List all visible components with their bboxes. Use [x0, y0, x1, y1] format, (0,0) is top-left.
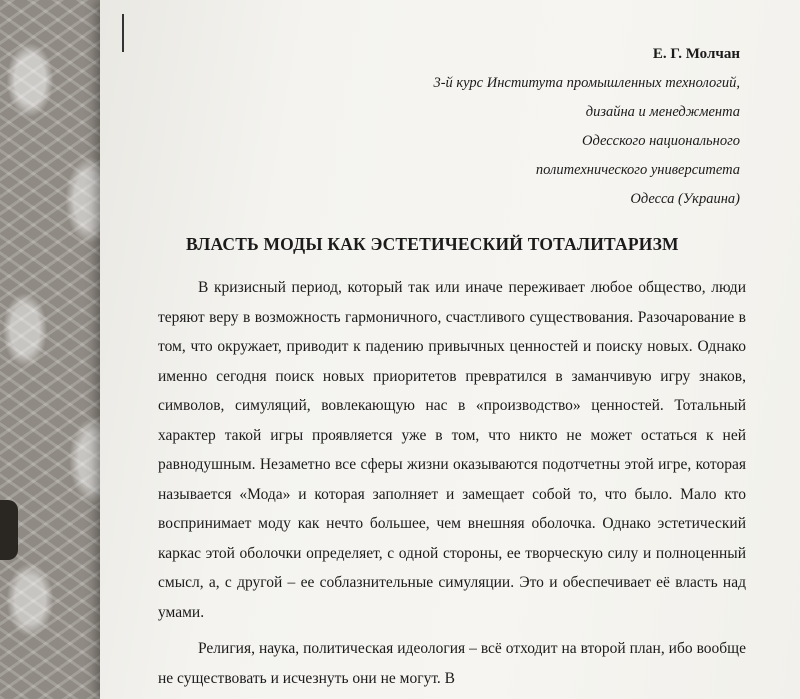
body-paragraph: Религия, наука, политическая идеология – всё отходит на второй план, ибо вообще не существовать и исчезнуть они не могут. В [158, 640, 746, 687]
article-body [158, 273, 746, 693]
author-name: Е. Г. Молчан [652, 46, 740, 62]
body-paragraph: В кризисный период, который так или иначе переживает любое общество, люди теряют веру в возможность гармоничного, счастливого существования. Разочарование в том, что окружает, приводит к падению привычных ценностей и поиску новых. Однако именно сегодня поиск новых приоритетов превратился в заманчивую игру знаков, символов, симуляций, вовлекающую нас в «производство» ценностей. Тотальный характер такой игры проявляется уже в том, что никто не может остаться к ней равнодушным. Незаметно все сферы жизни оказываются подотчетны этой игре, которая называется «Мода» и которая заполняет и замещает собой то, что было. Мало кто воспринимает моду как нечто большее, чем внешняя оболочка. Однако эстетический каркас этой оболочки определяет, с одной стороны, ее творческую силу и полноценный смысл, а, с другой – ее соблазнительные симуляции. Это и обеспечивает её власть над умами. [158, 279, 746, 621]
page-margin-mark [122, 14, 124, 52]
author-affiliation-line: политехнического университета [535, 162, 740, 178]
author-affiliation-line: 3-й курс Института промышленных технологий, [433, 75, 740, 91]
article-title: ВЛАСТЬ МОДЫ КАК ЭСТЕТИЧЕСКИЙ ТОТАЛИТАРИЗМ [186, 234, 679, 254]
author-affiliation-line: Одесса (Украина) [630, 191, 740, 207]
author-block [433, 40, 740, 214]
background-object [0, 500, 18, 560]
author-affiliation-line: Одесского национального [581, 133, 740, 149]
document-page [100, 0, 800, 699]
author-affiliation-line: дизайна и менеджмента [585, 104, 740, 120]
